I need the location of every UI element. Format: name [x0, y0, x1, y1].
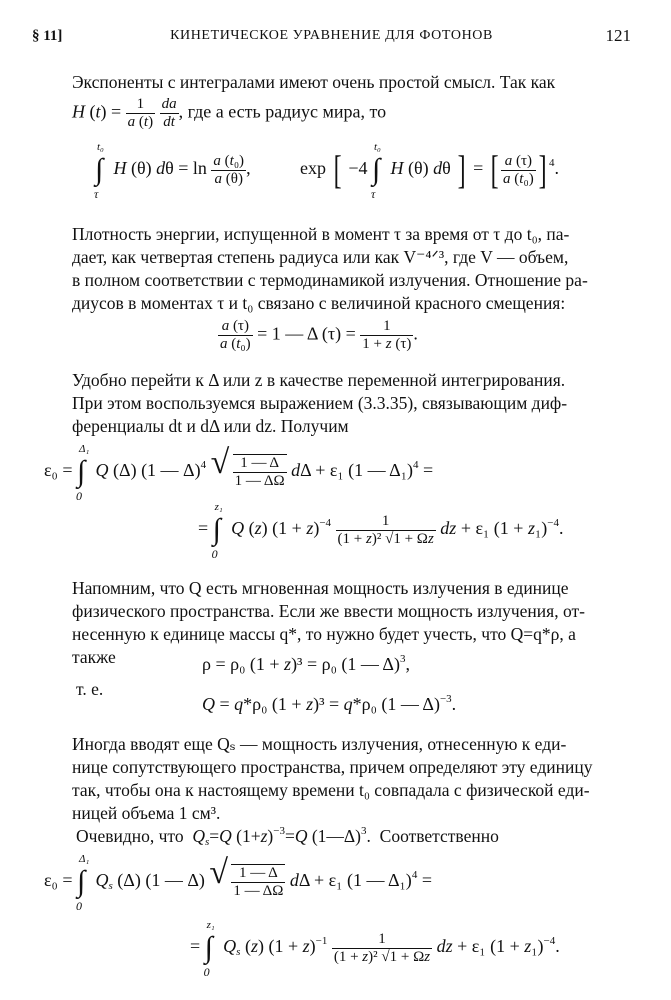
- paragraph-line: также: [72, 647, 116, 667]
- paragraph-line: так, чтобы она к настоящему времени t₀ совпадала с физической еди-: [72, 780, 590, 800]
- paragraph-line: Плотность энергии, испущенной в момент τ за время от τ до t₀, па-: [72, 224, 570, 244]
- paragraph-line: ференциалы dt и dΔ или dz. Получим: [72, 416, 349, 436]
- paragraph-line: ницей объема 1 см³.: [72, 803, 221, 823]
- paragraph-line: дает, как четвертая степень радиуса или как V⁻⁴ᐟ³, где V — объем,: [72, 247, 569, 267]
- paragraph-line: Напомним, что Q есть мгновенная мощность излучения в единице: [72, 578, 569, 598]
- hubble-tail-text: , где a есть радиус мира, то: [178, 101, 387, 122]
- paragraph-line-obviously: Очевидно, что $Q_s=Q$ $(1+z)^{-3}=Q$ (1—Δ)$^3$. Соответственно: [76, 825, 499, 848]
- equation-epsilon-qs-delta: ε₀ = Δ₁ ∫ 0 $Q_s$ (Δ) (1 — Δ) √ $\frac{1 — \Delta}{1 — \Delta\Omega}$ dΔ + ε₁ (1 — Δ₁)$^4$ =: [44, 853, 432, 913]
- equation-density: ρ = ρ₀ (1 + z)³ = ρ₀ (1 — Δ)$^3$,: [202, 653, 410, 674]
- equation-epsilon-delta: ε₀ = Δ₁ ∫ 0 Q (Δ) (1 — Δ)$^4$ √ $\frac{1 — \Delta}{1 — \Delta\Omega}$ dΔ + ε₁ (1 — Δ₁)$^4$ =: [44, 443, 434, 503]
- equation-epsilon-z: = z₁ ∫ 0 Q (z) $(1 + z)^{-4}$ $\frac{1}{\text{(1 + z)² √1 + Ωz}}$ dz + ε₁ $(1 + z_1)^{-4}$.: [198, 501, 564, 561]
- paragraph-line: Удобно перейти к Δ или z в качестве переменной интегрирования.: [72, 370, 566, 390]
- section-number: § 11]: [32, 28, 63, 44]
- paragraph-line: При этом воспользуемся выражением (3.3.35), связывающим диф-: [72, 393, 568, 413]
- obviously-end: Соответственно: [379, 826, 499, 846]
- paragraph-line: Иногда вводят еще Qₛ — мощность излучения, отнесенную к еди-: [72, 734, 567, 754]
- paragraph-line: несенную к единице массы q*, то нужно будет учесть, что Q=q*ρ, а: [72, 624, 576, 644]
- equation-integral-log: t₀ ∫ τ H (θ) dθ = ln $\frac{\text{a (t₀)}}{a (\theta)}$ ,: [94, 141, 251, 201]
- chapter-title: КИНЕТИЧЕСКОЕ УРАВНЕНИЕ ДЛЯ ФОТОНОВ: [170, 28, 493, 43]
- equation-redshift: $\frac{a (\tau)}{\text{a (t₀)}}$ = 1 — Δ (τ) = $\frac{1}{1 + z (\tau)}$ .: [220, 318, 418, 352]
- paragraph-line: ницe сопутствующего пространства, причем определяют эту единицу: [72, 757, 593, 777]
- paragraph-line: диусов в моментах τ и t₀ связано с величиной красного смещения:: [72, 293, 566, 313]
- equation-epsilon-qs-z: = z₁ ∫ 0 $Q_s$ (z) $(1 + z)^{-1}$ $\frac{1}{\text{(1 + z)² √1 + Ωz}}$ dz + ε₁ $(1 + z_1)^{-4}$.: [190, 919, 560, 979]
- hubble-definition: H (t) = $\frac{1}{a (t)}$ $\frac{da}{dt}$ , где a есть радиус мира, то: [72, 96, 387, 130]
- paragraph-line: Экспоненты с интегралами имеют очень простой смысл. Так как: [72, 72, 556, 92]
- equation-q-power: Q = q*ρ₀ (1 + z)³ = q*ρ₀ (1 — Δ)$^{-3}$.: [202, 693, 457, 714]
- equation-exp: exp [ −4 t₀ ∫ τ H (θ) dθ ] = [ $\frac{a (\tau)}{\text{a (t₀)}}$ ] $^4$.: [300, 141, 560, 201]
- paragraph-line: в полном соответствии с термодинамикой излучения. Отношение ра-: [72, 270, 588, 290]
- text-te: т. е.: [76, 679, 104, 699]
- running-header: [32, 26, 631, 48]
- obviously-start: Очевидно, что: [76, 826, 184, 846]
- page-number: 121: [605, 26, 631, 45]
- paragraph-line: физического пространства. Если же ввести мощность излучения, от-: [72, 601, 585, 621]
